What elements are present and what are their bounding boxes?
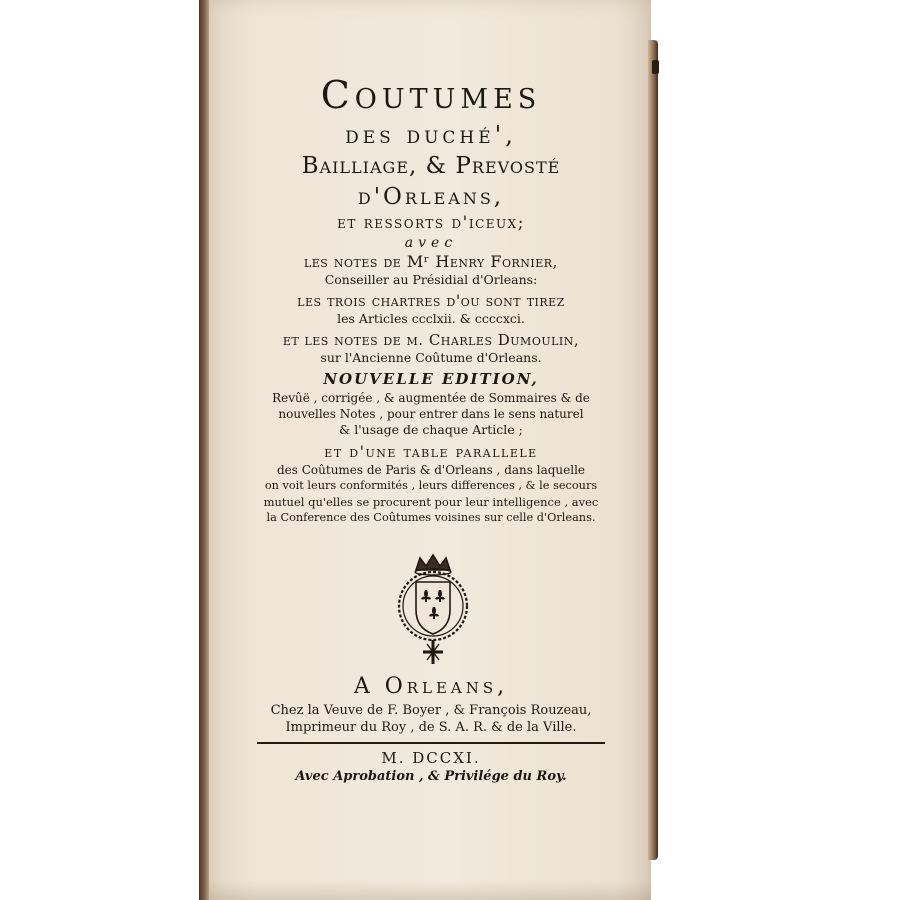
imprint-rule: [257, 742, 605, 744]
title-line-11: et les notes de m. Charles Dumoulin,: [282, 331, 580, 349]
title-line-9: les trois chartres d'ou sont tirez: [297, 291, 565, 310]
book: [199, 0, 659, 900]
title-line-5: et ressorts d'iceux;: [337, 213, 525, 233]
title-line-6: avec: [404, 235, 458, 251]
edition-line: NOUVELLE EDITION,: [323, 370, 539, 388]
title-line-3: Bailliage, & Prevosté: [301, 153, 561, 179]
imprint-city: A Orleans,: [353, 674, 509, 699]
title-block: [251, 70, 611, 526]
imprint-printer: Imprimeur du Roy , de S. A. R. & de la Ville.: [285, 720, 577, 735]
imprint-publisher: Chez la Veuve de F. Boyer , & François Rouzeau,: [270, 703, 592, 718]
title-line-21: la Conference des Coûtumes voisines sur celle d'Orleans.: [266, 511, 596, 524]
title-line-20: mutuel qu'elles se procurent pour leur intelligence , avec: [263, 495, 599, 509]
title-line-16: & l'usage de chaque Article ;: [339, 422, 523, 437]
title-line-18: des Coûtumes de Paris & d'Orleans , dans laquelle: [276, 463, 586, 477]
bookmark-tab: [652, 60, 659, 74]
imprint-approbation: Avec Aprobation , & Privilége du Roy.: [295, 769, 567, 784]
book-fore-edge: [648, 40, 658, 860]
title-line-15: nouvelles Notes , pour entrer dans le sens naturel: [278, 407, 584, 421]
imprint-block: [251, 672, 611, 786]
title-line-4: d'Orleans,: [357, 184, 505, 210]
title-line-7: les notes de Mʳ Henry Fornier,: [303, 252, 559, 271]
title-line-10: les Articles ccclxii. & ccccxci.: [337, 311, 525, 326]
page-shadow: [209, 880, 651, 900]
title-line-12: sur l'Ancienne Coûtume d'Orleans.: [320, 350, 542, 365]
fleur-de-lis-crest-icon: [394, 552, 472, 670]
title-line-14: Revûë , corrigée , & augmentée de Sommaires & de: [272, 391, 590, 405]
title-line-2: des duché',: [345, 121, 517, 149]
imprint-year: M. DCCXI.: [381, 749, 481, 767]
title-line-1: Coutumes: [320, 73, 542, 117]
title-line-17: et d'une table parallele: [324, 442, 538, 461]
title-line-19: on voit leurs conformités , leurs differences , & le secours: [264, 479, 598, 492]
title-line-8: Conseiller au Présidial d'Orleans:: [324, 272, 538, 287]
